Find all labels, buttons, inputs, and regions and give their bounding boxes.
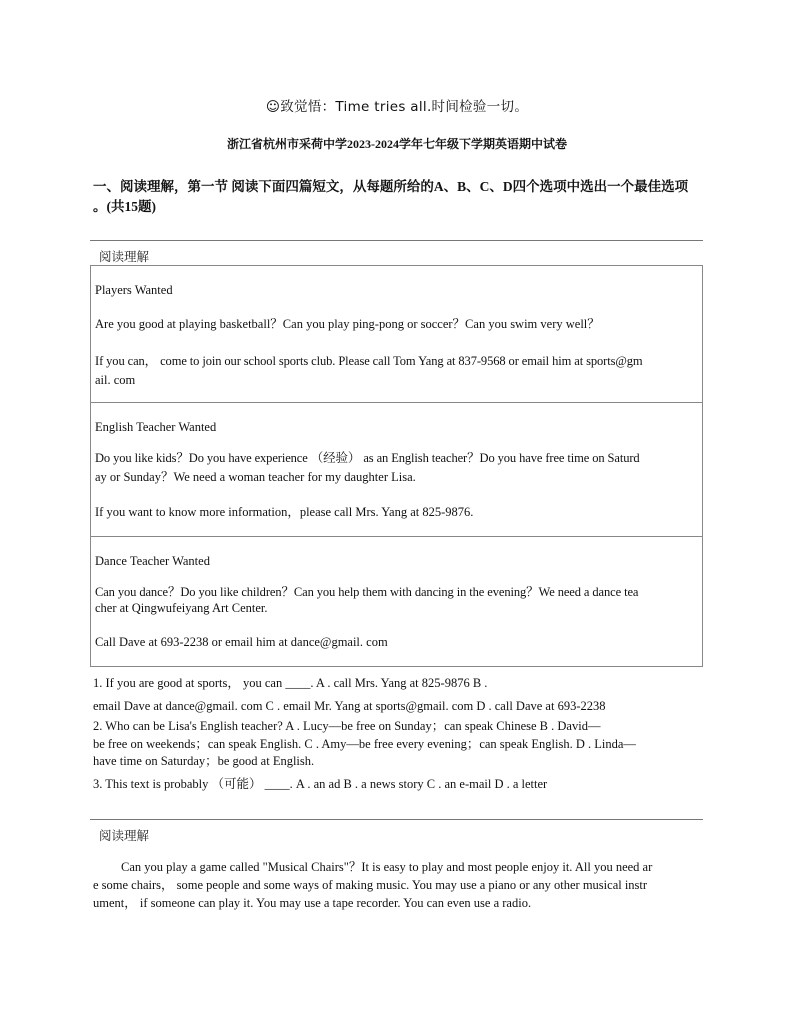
ad-divider (90, 536, 703, 537)
ad-text: Do you like kids？Do you have experience （经验） as an English teacher？Do you have free time on Saturd (95, 451, 640, 465)
ad-title: Dance Teacher Wanted (95, 554, 210, 568)
ad-title: Players Wanted (95, 283, 173, 297)
question-1-line1: 1. If you are good at sports， you can ____. A . call Mrs. Yang at 825-9876 B . (93, 676, 488, 690)
ad-title: English Teacher Wanted (95, 420, 217, 434)
divider (90, 819, 703, 820)
question-2-line3: have time on Saturday；be good at English. (93, 754, 315, 768)
divider (90, 240, 703, 241)
ad-text: cher at Qingwufeiyang Art Center. (95, 601, 268, 615)
ad-text: If you can， come to join our school sports club. Please call Tom Yang at 837-9568 or email him at sports@gm (95, 354, 643, 368)
ad-text: ail. com (95, 373, 136, 387)
section-heading-line2: 。(共15题) (93, 199, 156, 214)
ad-text: Can you dance？Do you like children？Can you help them with dancing in the evening？We need a dance tea (95, 585, 639, 599)
section-heading-line1: 一、阅读理解，第一节 阅读下面四篇短文，从每题所给的A、B、C、D四个选项中选出一个最佳选项 (93, 179, 689, 194)
motto-line: ☺致觉悟：Time tries all.时间检验一切。 (265, 99, 529, 115)
question-2-line2: be free on weekends；can speak English. C . Amy—be free every evening；can speak English. D . Linda— (93, 737, 636, 751)
exam-title: 浙江省杭州市采荷中学2023-2024学年七年级下学期英语期中试卷 (227, 137, 567, 151)
reading-label: 阅读理解 (99, 829, 150, 843)
question-1-line2: email Dave at dance@gmail. com C . email Mr. Yang at sports@gmail. com D . call Dave at 693-2238 (93, 699, 606, 713)
ad-divider (90, 402, 703, 403)
ad-text: If you want to know more information，please call Mrs. Yang at 825-9876. (95, 505, 474, 519)
reading-label: 阅读理解 (99, 250, 150, 264)
section-heading (93, 177, 703, 217)
passage-line: e some chairs， some people and some ways of making music. You may use a piano or any other musical instr (93, 878, 648, 892)
ad-text: Call Dave at 693-2238 or email him at dance@gmail. com (95, 635, 388, 649)
ad-text: Are you good at playing basketball？Can you play ping-pong or soccer？Can you swim very well？ (95, 317, 600, 331)
question-3: 3. This text is probably （可能） ____. A . an ad B . a news story C . an e-mail D . a letter (93, 777, 548, 791)
ad-text: ay or Sunday？We need a woman teacher for my daughter Lisa. (95, 470, 416, 484)
passage-line: Can you play a game called "Musical Chairs"？It is easy to play and most people enjoy it. All you need ar (121, 860, 653, 874)
question-2-line1: 2. Who can be Lisa's English teacher? A . Lucy—be free on Sunday；can speak Chinese B . David— (93, 719, 601, 733)
passage-line: ument， if someone can play it. You may use a tape recorder. You can even use a radio. (93, 896, 532, 910)
